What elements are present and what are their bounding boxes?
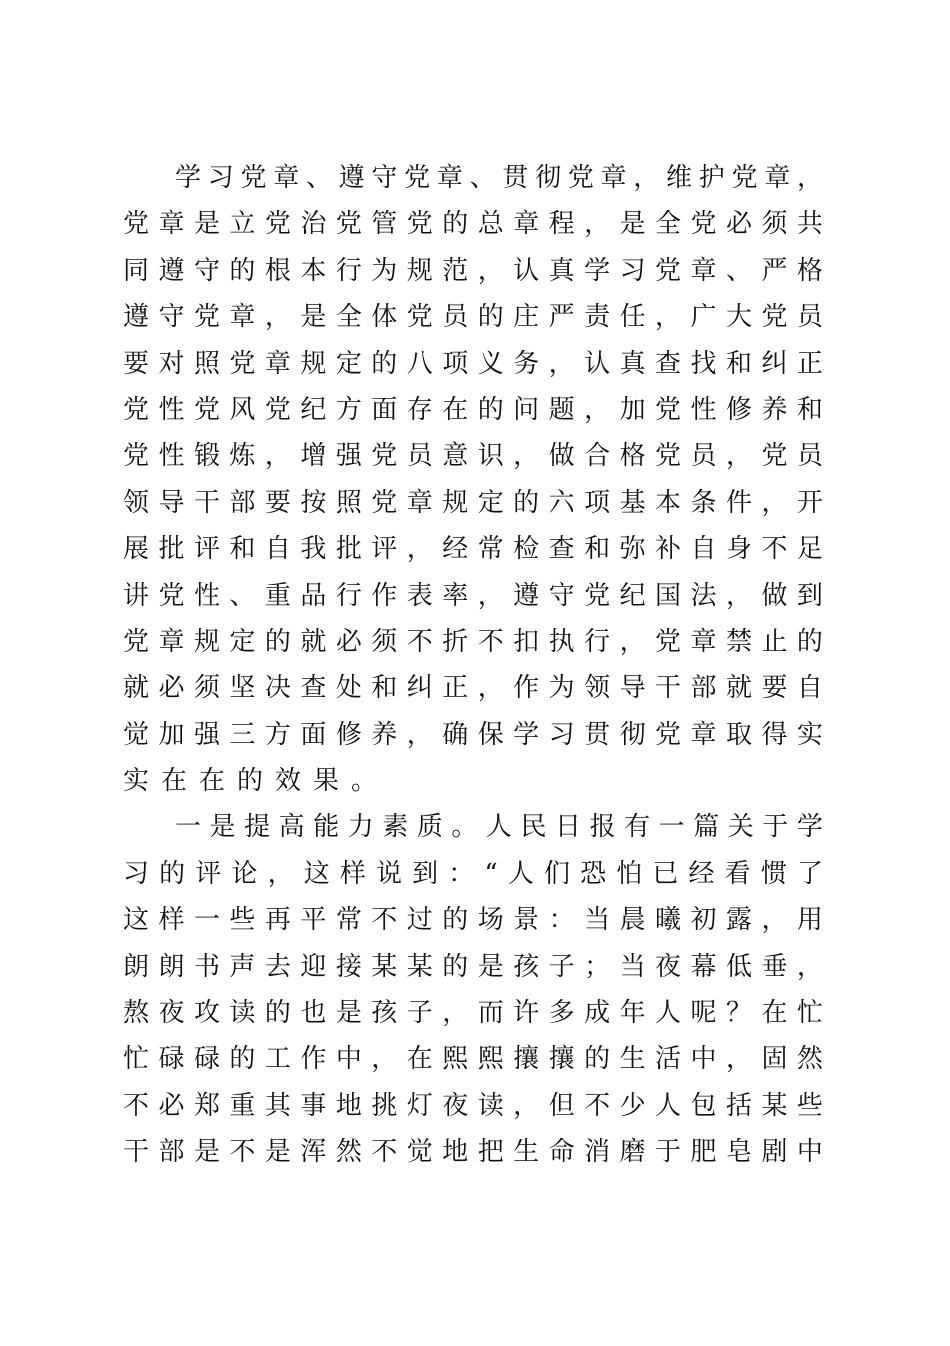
text-line: 同 遵 守 的 根 本 行 为 规 范 ， 认 真 学 习 党 章 、 严 格 — [123, 255, 823, 286]
text-line: 习 的 评 论 ， 这 样 说 到 ： “ 人 们 恐 怕 已 经 看 惯 了 — [123, 858, 823, 889]
text-line: 学 习 党 章 、 遵 守 党 章 、 贯 彻 党 章 ， 维 护 党 章 ， — [175, 163, 823, 193]
text-line: 要 对 照 党 章 规 定 的 八 项 义 务 ， 认 真 查 找 和 纠 正 — [123, 348, 823, 379]
text-line: 讲 党 性 、 重 品 行 作 表 率 ， 遵 守 党 纪 国 法 ， 做 到 — [123, 580, 823, 611]
text-line: 就 必 须 坚 决 查 处 和 纠 正 ， 作 为 领 导 干 部 就 要 自 — [123, 673, 823, 704]
text-line: 党 章 是 立 党 治 党 管 党 的 总 章 程 ， 是 全 党 必 须 共 — [123, 209, 823, 240]
text-line: 干 部 是 不 是 浑 然 不 觉 地 把 生 命 消 磨 于 肥 皂 剧 中 — [123, 1137, 823, 1168]
text-line: 党 性 党 风 党 纪 方 面 存 在 的 问 题 ， 加 党 性 修 养 和 — [123, 394, 823, 425]
text-line: 忙 碌 碌 的 工 作 中 ， 在 熙 熙 攘 攘 的 生 活 中 ， 固 然 — [123, 1044, 823, 1075]
text-line: 一 是 提 高 能 力 素 质 。 人 民 日 报 有 一 篇 关 于 学 — [175, 812, 823, 843]
text-line: 党 性 锻 炼 ， 增 强 党 员 意 识 ， 做 合 格 党 员 ， 党 员 — [123, 441, 823, 472]
text-line: 这 样 一 些 再 平 常 不 过 的 场 景 ： 当 晨 曦 初 露 ， 用 — [123, 905, 823, 936]
text-line: 领 导 干 部 要 按 照 党 章 规 定 的 六 项 基 本 条 件 ， 开 — [123, 487, 823, 518]
body-text — [123, 155, 823, 1176]
text-line: 遵 守 党 章 ， 是 全 体 党 员 的 庄 严 责 任 ， 广 大 党 员 — [123, 302, 823, 333]
text-line: 觉 加 强 三 方 面 修 养 ， 确 保 学 习 贯 彻 党 章 取 得 实 — [123, 719, 823, 750]
text-line: 不 必 郑 重 其 事 地 挑 灯 夜 读 ， 但 不 少 人 包 括 某 些 — [123, 1090, 823, 1121]
text-line: 熬 夜 攻 读 的 也 是 孩 子 ， 而 许 多 成 年 人 呢 ？ 在 忙 — [123, 998, 823, 1029]
text-line: 展 批 评 和 自 我 批 评 ， 经 常 检 查 和 弥 补 自 身 不 足 — [123, 534, 823, 565]
text-line: 党 章 规 定 的 就 必 须 不 折 不 扣 执 行 ， 党 章 禁 止 的 — [123, 626, 823, 657]
text-line: 朗 朗 书 声 去 迎 接 某 某 的 是 孩 子 ； 当 夜 幕 低 垂 ， — [123, 951, 823, 982]
text-line: 实在在的效果。 — [123, 766, 390, 797]
